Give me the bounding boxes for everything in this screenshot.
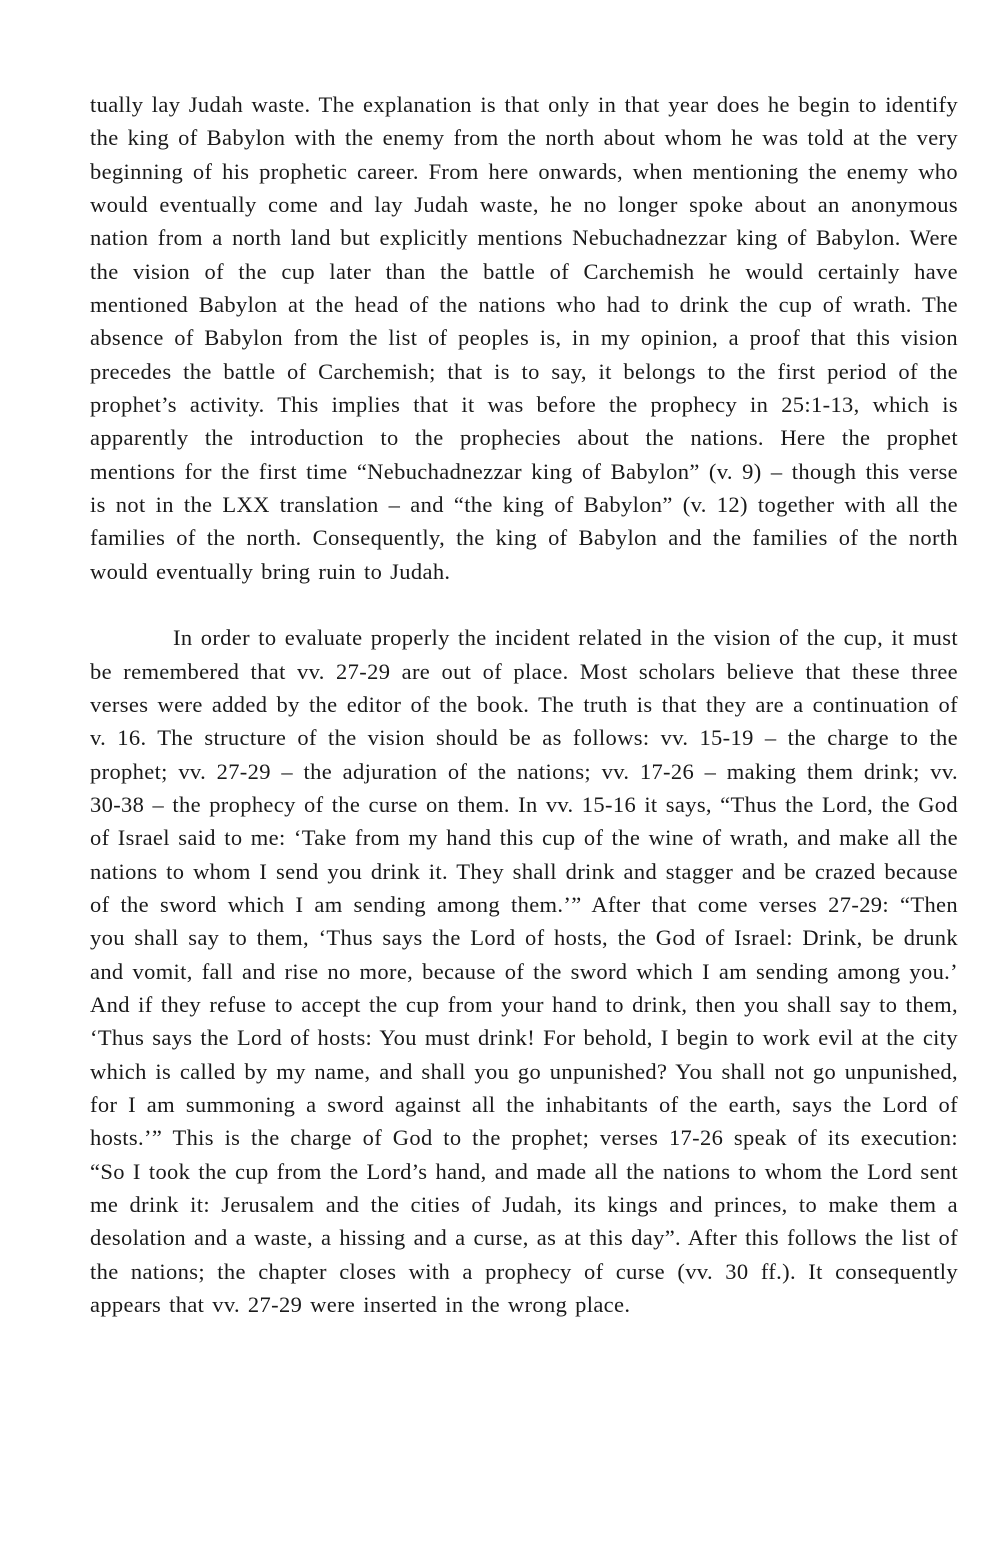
paragraph-1: tually lay Judah waste. The explanation is that only in that year does he begin to identify the king of Babylon with the enemy from the north about whom he was told at the very beginning of his prophetic career. From here onwards, when mentioning the enemy who would eventually come and lay Judah waste, he no longer spoke about an anonymous nation from a north land but explicitly mentions Nebuchadnezzar king of Babylon. Were the vision of the cup later than the battle of Carchemish he would certainly have mentioned Babylon at the head of the nations who had to drink the cup of wrath. The absence of Babylon from the list of peoples is, in my opinion, a proof that this vision precedes the battle of Carchemish; that is to say, it belongs to the first period of the prophet’s activity. This implies that it was before the prophecy in 25:1-13, which is apparently the introduction to the prophecies about the nations. Here the prophet mentions for the first time “Nebuchadnezzar king of Babylon” (v. 9) – though this verse is not in the LXX translation – and “the king of Babylon” (v. 12) together with all the families of the north. Consequently, the king of Babylon and the families of the north would eventually bring ruin to Judah. [90,92,958,584]
paragraph-2: In order to evaluate properly the incident related in the vision of the cup, it must be remembered that vv. 27-29 are out of place. Most scholars believe that these three verses were added by the editor of the book. The truth is that they are a continuation of v. 16. The structure of the vision should be as follows: vv. 15-19 – the charge to the prophet; vv. 27-29 – the adjuration of the nations; vv. 17-26 – making them drink; vv. 30-38 – the prophecy of the curse on them. In vv. 15-16 it says, “Thus the Lord, the God of Israel said to me: ‘Take from my hand this cup of the wine of wrath, and make all the nations to whom I send you drink it. They shall drink and stagger and be crazed because of the sword which I am sending among them.’” After that come verses 27-29: “Then you shall say to them, ‘Thus says the Lord of hosts, the God of Israel: Drink, be drunk and vomit, fall and rise no more, because of the sword which I am sending among you.’ And if they refuse to accept the cup from your hand to drink, then you shall say to them, ‘Thus says the Lord of hosts: You must drink! For behold, I begin to work evil at the city which is called by my name, and shall you go unpunished? You shall not go unpunished, for I am summoning a sword against all the inhabitants of the earth, says the Lord of hosts.’” This is the charge of God to the prophet; verses 17-26 speak of its execution: “So I took the cup from the Lord’s hand, and made all the nations to whom the Lord sent me drink it: Jerusalem and the cities of Judah, its kings and princes, to make them a desolation and a waste, a hissing and a curse, as at this day”. After this follows the list of the nations; the chapter closes with a prophecy of curse (vv. 30 ff.). It consequently appears that vv. 27-29 were inserted in the wrong place. [90,625,958,1318]
document-page [90,88,958,1321]
